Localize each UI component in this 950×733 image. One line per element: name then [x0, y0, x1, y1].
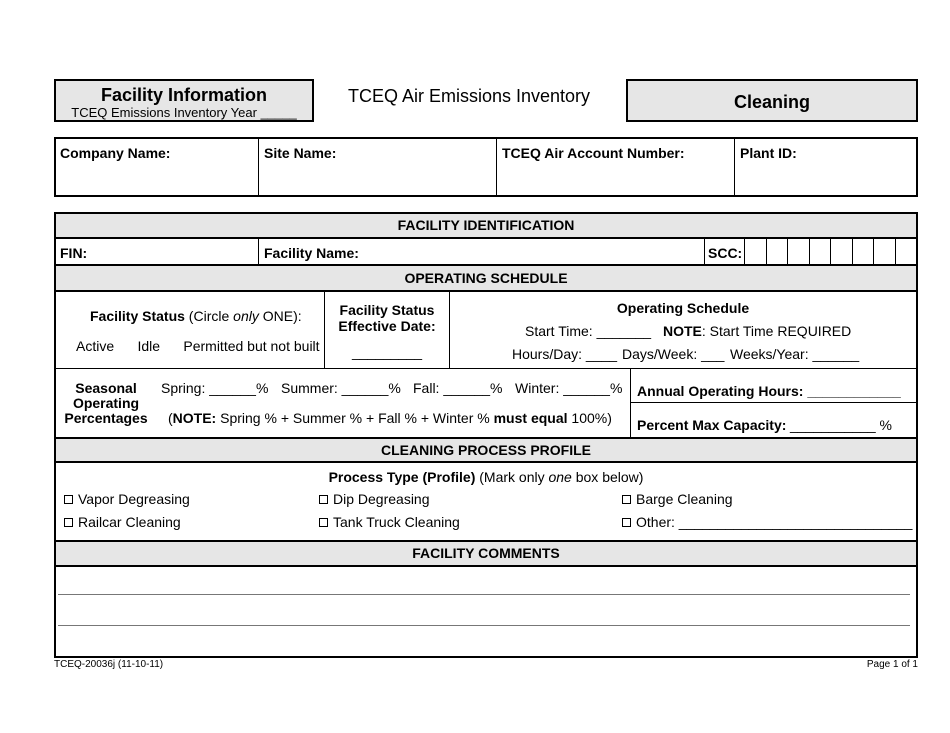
form-category-box — [626, 79, 918, 122]
annual-operating-hours-field[interactable]: Annual Operating Hours: ____________ — [637, 383, 901, 399]
checkbox-icon[interactable] — [64, 518, 73, 527]
scc-label: SCC: — [708, 245, 743, 261]
seasonal-note: (NOTE: Spring % + Summer % + Fall % + Winter % must equal 100%) — [168, 410, 612, 426]
form-id: TCEQ-20036j (11-10-11) — [54, 659, 164, 670]
days-per-week-field[interactable]: Days/Week: ___ — [622, 346, 725, 362]
comment-line — [58, 625, 910, 626]
facility-status-options[interactable]: Active Idle Permitted but not built — [76, 338, 320, 354]
seasonal-label-line3: Percentages — [64, 410, 148, 426]
facility-status-label: Facility Status (Circle only ONE): — [90, 308, 302, 324]
start-time-note: NOTE: Start Time REQUIRED — [663, 323, 852, 339]
weeks-per-year-field[interactable]: Weeks/Year: ______ — [730, 346, 860, 362]
operating-schedule-heading: OPERATING SCHEDULE — [54, 264, 918, 292]
inventory-year-label: TCEQ Emissions Inventory Year _____ — [71, 105, 297, 120]
winter-percent-field[interactable]: Winter: ______% — [515, 380, 623, 396]
effective-date-label-line2: Effective Date: — [338, 318, 436, 334]
facility-name-field[interactable]: Facility Name: — [264, 245, 359, 261]
percent-max-capacity-label: Percent Max Capacity: — [637, 417, 787, 433]
vapor-degreasing-option[interactable]: Vapor Degreasing — [64, 491, 190, 507]
summer-percent-field[interactable]: Summer: ______% — [281, 380, 401, 396]
air-account-number-field[interactable]: TCEQ Air Account Number: — [502, 145, 685, 161]
facility-comments-heading: FACILITY COMMENTS — [54, 540, 918, 567]
effective-date-input[interactable]: _________ — [351, 344, 423, 360]
fin-field[interactable]: FIN: — [60, 245, 88, 261]
form-title: TCEQ Air Emissions Inventory — [347, 86, 591, 106]
other-option[interactable]: Other: ______________________________ — [622, 514, 912, 530]
scc-input-boxes[interactable] — [744, 239, 916, 264]
operating-schedule-title: Operating Schedule — [616, 300, 750, 316]
site-name-field[interactable]: Site Name: — [264, 145, 337, 161]
effective-date-label-line1: Facility Status — [339, 302, 435, 318]
facility-comments-area[interactable] — [56, 567, 916, 656]
facility-identification-heading: FACILITY IDENTIFICATION — [54, 212, 918, 239]
seasonal-label-line1: Seasonal — [75, 380, 137, 396]
percent-max-capacity-input[interactable]: ___________ % — [790, 417, 892, 433]
start-time-field[interactable]: Start Time: _______ — [525, 323, 652, 339]
facility-information-box — [54, 79, 314, 122]
process-type-subtitle: Process Type (Profile) (Mark only one box below) — [328, 469, 644, 485]
hours-per-day-field[interactable]: Hours/Day: ____ — [512, 346, 618, 362]
dip-degreasing-option[interactable]: Dip Degreasing — [319, 491, 430, 507]
checkbox-icon[interactable] — [64, 495, 73, 504]
form-category-title: Cleaning — [733, 92, 810, 112]
barge-cleaning-option[interactable]: Barge Cleaning — [622, 491, 733, 507]
spring-percent-field[interactable]: Spring: ______% — [161, 380, 269, 396]
facility-information-title: Facility Information — [100, 85, 268, 105]
company-name-field[interactable]: Company Name: — [60, 145, 171, 161]
checkbox-icon[interactable] — [622, 495, 631, 504]
comment-line — [58, 594, 910, 595]
railcar-cleaning-option[interactable]: Railcar Cleaning — [64, 514, 181, 530]
seasonal-label-line2: Operating — [72, 395, 140, 411]
checkbox-icon[interactable] — [319, 518, 328, 527]
tank-truck-cleaning-option[interactable]: Tank Truck Cleaning — [319, 514, 460, 530]
page-number: Page 1 of 1 — [866, 659, 918, 670]
plant-id-field[interactable]: Plant ID: — [740, 145, 797, 161]
checkbox-icon[interactable] — [622, 518, 631, 527]
fall-percent-field[interactable]: Fall: ______% — [413, 380, 503, 396]
checkbox-icon[interactable] — [319, 495, 328, 504]
cleaning-process-profile-heading: CLEANING PROCESS PROFILE — [54, 437, 918, 463]
